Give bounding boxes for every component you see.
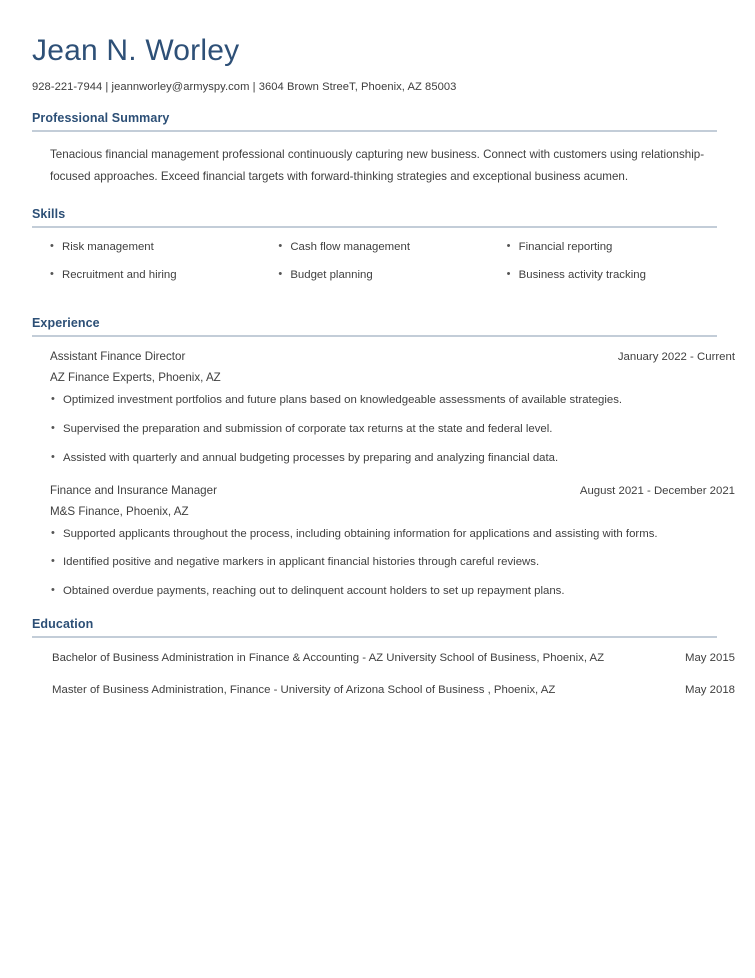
experience-body: [32, 337, 735, 599]
education-body: [32, 638, 735, 697]
contact-line: 928-221-7944 | jeannworley@armyspy.com | 3604 Brown StreeT, Phoenix, AZ 85003: [32, 80, 457, 93]
experience-entry: [50, 483, 735, 599]
job-bullet: • Assisted with quarterly and annual budgeting processes by preparing and analyzing financial data.: [50, 451, 717, 466]
education-degree: Bachelor of Business Administration in Finance & Accounting - AZ University School of Business, Phoenix, AZ: [52, 652, 605, 665]
education-date: May 2015: [684, 652, 735, 665]
job-bullet: • Supervised the preparation and submission of corporate tax returns at the state and federal level.: [50, 422, 717, 437]
job-title: Finance and Insurance Manager: [50, 483, 217, 497]
section-skills: [32, 207, 717, 298]
experience-entry-header: [50, 350, 735, 363]
job-company: AZ Finance Experts, Phoenix, AZ: [50, 371, 221, 385]
section-title-summary: Professional Summary: [32, 110, 170, 125]
skill-item: • Budget planning: [278, 269, 506, 283]
section-professional-summary: [32, 111, 717, 189]
skills-column: [507, 241, 735, 298]
job-company: M&S Finance, Phoenix, AZ: [50, 504, 189, 518]
job-bullet: • Obtained overdue payments, reaching out to delinquent account holders to set up repayment plans.: [50, 584, 717, 599]
skill-item: • Cash flow management: [278, 241, 506, 255]
section-title-experience: Experience: [32, 316, 100, 331]
section-title-skills: Skills: [32, 206, 66, 221]
job-bullet: • Identified positive and negative markers in applicant financial histories through careful reviews.: [50, 555, 717, 570]
skill-item: • Recruitment and hiring: [50, 269, 278, 283]
section-title-education: Education: [32, 617, 94, 632]
skill-item: • Financial reporting: [507, 241, 735, 255]
summary-text: Tenacious financial management professional continuously capturing new business. Connect with customers using relationship-focused approaches. Exceed financial targets with forward-thinking strategies and exceptional business acumen.: [50, 147, 705, 184]
experience-entry-header: [50, 484, 735, 497]
skill-item: • Risk management: [50, 241, 278, 255]
education-degree: Master of Business Administration, Finance - University of Arizona School of Business , Phoenix, AZ: [52, 684, 556, 697]
job-bullet-list: [50, 393, 717, 465]
section-education: [32, 617, 735, 697]
education-date: May 2018: [684, 684, 735, 697]
job-bullet: • Optimized investment portfolios and future plans based on knowledgeable assessments of available strategies.: [50, 393, 717, 408]
job-bullet-list: [50, 527, 717, 599]
section-experience: [32, 316, 735, 599]
education-entry: [52, 652, 735, 664]
skills-column: [50, 241, 278, 298]
skills-body: [32, 228, 717, 298]
skills-column: [278, 241, 506, 298]
summary-body: [32, 132, 717, 189]
job-title: Assistant Finance Director: [50, 350, 186, 364]
job-dates: January 2022 - Current: [617, 351, 735, 364]
job-dates: August 2021 - December 2021: [579, 484, 735, 497]
candidate-name: Jean N. Worley: [32, 34, 240, 67]
skills-grid: [50, 241, 735, 298]
education-entry: [52, 684, 735, 696]
experience-entry: [50, 350, 735, 465]
job-bullet: • Supported applicants throughout the process, including obtaining information for applications and assisting with forms.: [50, 527, 717, 542]
skill-item: • Business activity tracking: [507, 269, 735, 283]
